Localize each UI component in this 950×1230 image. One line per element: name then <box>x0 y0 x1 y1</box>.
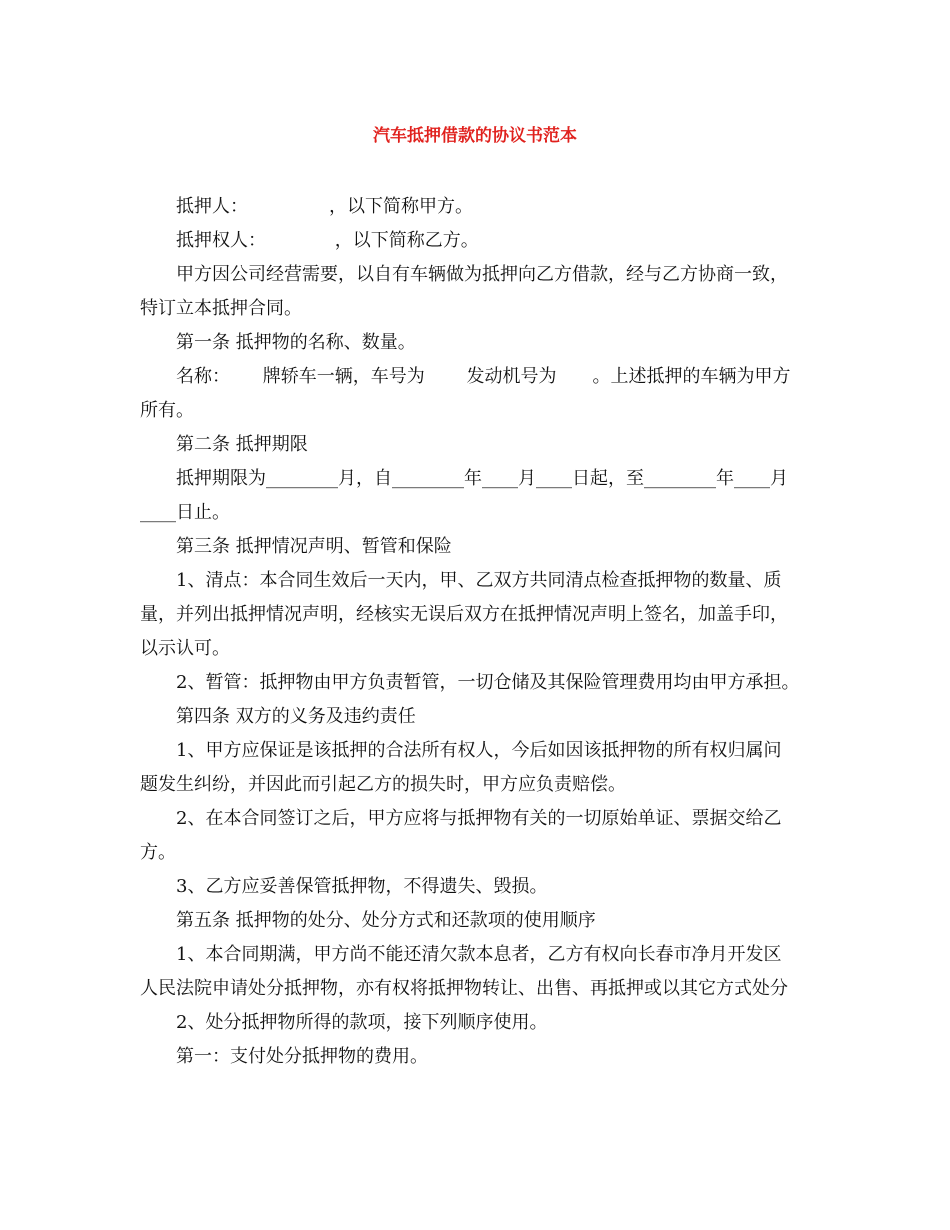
party-b-line: 抵押权人： ，以下简称乙方。 <box>176 230 479 251</box>
paragraph-line: 2、在本合同签订之后，甲方应将与抵押物有关的一切原始单证、票据交给乙 <box>176 808 782 829</box>
article-5-heading: 第五条 抵押物的处分、处分方式和还款项的使用顺序 <box>176 910 596 931</box>
paragraph-line: 甲方因公司经营需要，以自有车辆做为抵押向乙方借款，经与乙方协商一致， <box>176 264 788 285</box>
paragraph-line: 2、暂管：抵押物由甲方负责暂管，一切仓储及其保险管理费用均由甲方承担。 <box>176 672 800 693</box>
party-a-line: 抵押人： ，以下简称甲方。 <box>176 196 473 217</box>
article-3-heading: 第三条 抵押情况声明、暂管和保险 <box>176 536 452 557</box>
article-2-heading: 第二条 抵押期限 <box>176 434 308 455</box>
document-title: 汽车抵押借款的协议书范本 <box>373 126 577 146</box>
paragraph-line: 特订立本抵押合同。 <box>140 298 302 319</box>
paragraph-line: 1、清点：本合同生效后一天内，甲、乙双方共同清点检查抵押物的数量、质 <box>176 570 782 591</box>
article-4-heading: 第四条 双方的义务及违约责任 <box>176 706 416 727</box>
paragraph-line: 3、乙方应妥善保管抵押物，不得遗失、毁损。 <box>176 876 548 897</box>
paragraph-line: 题发生纠纷，并因此而引起乙方的损失时，甲方应负责赔偿。 <box>140 774 626 795</box>
paragraph-line: 以示认可。 <box>140 638 230 659</box>
paragraph-line: 1、甲方应保证是该抵押的合法所有权人，今后如因该抵押物的所有权归属问 <box>176 740 782 761</box>
paragraph-line: 抵押期限为________月，自________年____月____日起，至________年____月 <box>176 468 788 489</box>
paragraph-line: ____日止。 <box>140 502 230 523</box>
paragraph-line: 所有。 <box>140 400 194 421</box>
paragraph-line: 1、本合同期满，甲方尚不能还清欠款本息者，乙方有权向长春市净月开发区 <box>176 944 782 965</box>
paragraph-line: 2、处分抵押物所得的款项，接下列顺序使用。 <box>176 1012 548 1033</box>
paragraph-line: 方。 <box>140 842 176 863</box>
paragraph-line: 量，并列出抵押情况声明，经核实无误后双方在抵押情况声明上签名，加盖手印， <box>140 604 788 625</box>
paragraph-line: 第一：支付处分抵押物的费用。 <box>176 1046 428 1067</box>
paragraph-line: 人民法院申请处分抵押物，亦有权将抵押物转让、出售、再抵押或以其它方式处分 <box>140 978 788 999</box>
paragraph-line: 名称： 牌轿车一辆，车号为 发动机号为 。上述抵押的车辆为甲方 <box>176 366 791 387</box>
article-1-heading: 第一条 抵押物的名称、数量。 <box>176 332 416 353</box>
